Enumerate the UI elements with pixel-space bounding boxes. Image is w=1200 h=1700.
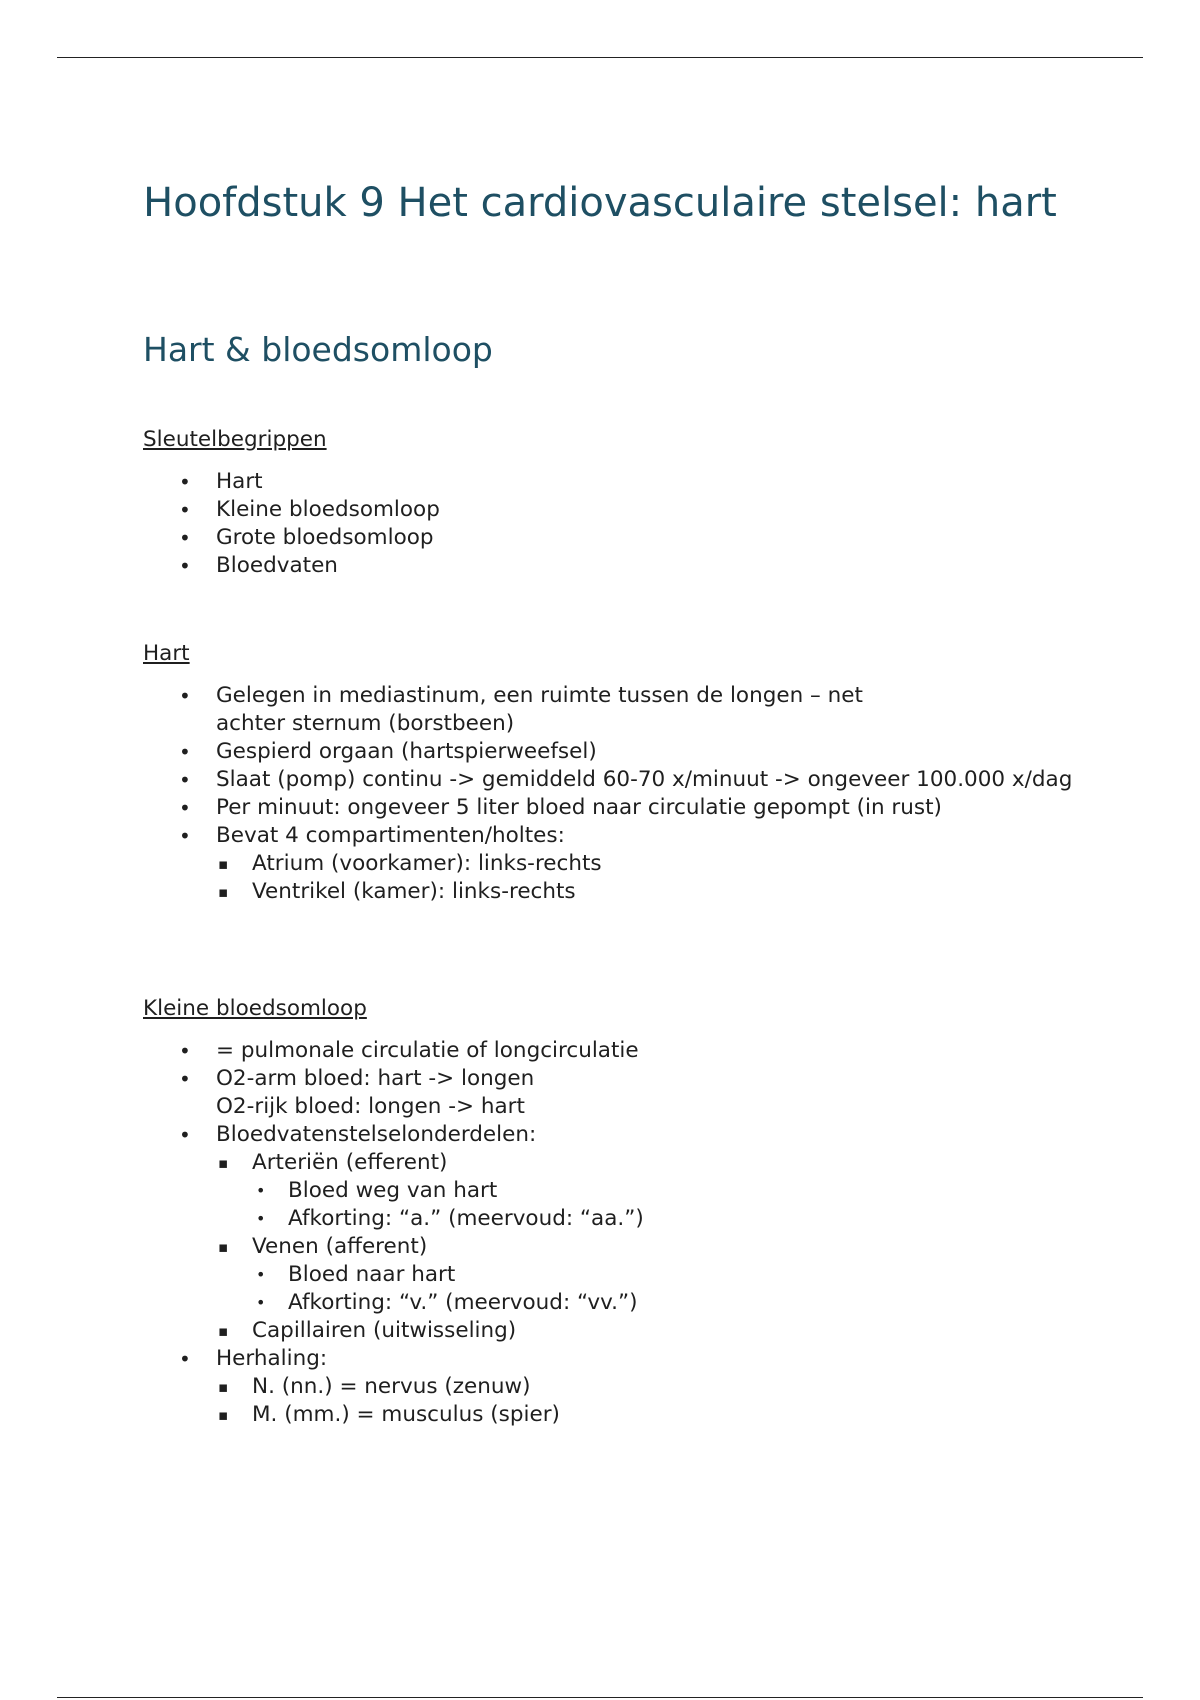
bullet-icon: • — [179, 796, 191, 820]
small-bullet-icon: • — [256, 1293, 266, 1312]
list-item: • Grote bloedsomloop — [179, 525, 434, 550]
arterien-list — [252, 1177, 1083, 1233]
hart-section — [143, 640, 1083, 906]
kleine-bloedsomloop-heading: Kleine bloedsomloop — [143, 996, 367, 1021]
footer-rule — [57, 1697, 1143, 1698]
bullet-icon: • — [179, 1347, 191, 1371]
section-heading: Hart & bloedsomloop — [143, 330, 493, 369]
list-item: • Herhaling: ▪ N. (nn.) = nervus (zenuw) ▪ M. (mm.) = musculus (spier) — [143, 1345, 1083, 1429]
list-item: ▪ Venen (afferent) • Bloed naar hart • Afkorting: “v.” (meervoud: “vv.”) — [216, 1233, 1083, 1317]
small-bullet-icon: • — [256, 1181, 266, 1200]
venen-list — [252, 1261, 1083, 1317]
bullet-icon: • — [179, 740, 191, 764]
square-bullet-icon: ▪ — [218, 1378, 229, 1396]
small-bullet-icon: • — [256, 1209, 266, 1228]
list-item: ▪ N. (nn.) = nervus (zenuw) — [218, 1374, 531, 1399]
list-item: ▪ Capillairen (uitwisseling) — [218, 1318, 517, 1343]
square-bullet-icon: ▪ — [218, 1154, 229, 1172]
bullet-icon: • — [179, 470, 191, 494]
sleutelbegrippen-list — [143, 468, 1083, 580]
list-item: • Bloedvaten — [179, 553, 338, 578]
compartments-list — [216, 850, 1083, 906]
list-item: • Hart — [179, 469, 263, 494]
square-bullet-icon: ▪ — [218, 1322, 229, 1340]
list-item: • Gespierd orgaan (hartspierweefsel) — [179, 739, 597, 764]
bullet-icon: • — [179, 684, 191, 708]
list-item: ▪ Ventrikel (kamer): links-rechts — [218, 879, 576, 904]
hart-heading: Hart — [143, 641, 190, 666]
sleutelbegrippen-section — [143, 426, 1083, 580]
bullet-icon: • — [179, 1039, 191, 1063]
page-title: Hoofdstuk 9 Het cardiovasculaire stelsel: hart — [143, 180, 1057, 226]
list-item: ▪ M. (mm.) = musculus (spier) — [218, 1402, 560, 1427]
list-item: • Slaat (pomp) continu -> gemiddeld 60-70 x/minuut -> ongeveer 100.000 x/dag — [179, 767, 1073, 792]
list-item: • Kleine bloedsomloop — [179, 497, 440, 522]
list-item: • Bloedvatenstelselonderdelen: ▪ Arteriën (efferent) • Bloed weg van hart • Afkorting: “a.” (meervoud: “aa.”) ▪ Venen (afferent) • Bloed naar hart • Afkorting: “v.” (meervoud: “vv.”) ▪ Capillairen (uitwisseling) — [143, 1121, 1083, 1345]
header-rule — [57, 57, 1143, 58]
list-item: • Afkorting: “v.” (meervoud: “vv.”) — [256, 1290, 638, 1315]
list-item: • Bloed naar hart — [256, 1262, 456, 1287]
list-item: • Afkorting: “a.” (meervoud: “aa.”) — [256, 1206, 644, 1231]
herhaling-list — [216, 1373, 1083, 1429]
list-item: ▪ Atrium (voorkamer): links-rechts — [218, 851, 602, 876]
list-item: • Per minuut: ongeveer 5 liter bloed naar circulatie gepompt (in rust) — [179, 795, 942, 820]
hart-list — [143, 682, 1083, 906]
bullet-icon: • — [179, 1067, 191, 1091]
bloedvaten-list — [216, 1149, 1083, 1345]
list-item: • O2-arm bloed: hart -> longen O2-rijk bloed: longen -> hart — [179, 1066, 535, 1119]
list-item: • Bevat 4 compartimenten/holtes: ▪ Atrium (voorkamer): links-rechts ▪ Ventrikel (kamer): links-rechts — [143, 822, 1083, 906]
list-item: • Bloed weg van hart — [256, 1178, 498, 1203]
list-item: ▪ Arteriën (efferent) • Bloed weg van hart • Afkorting: “a.” (meervoud: “aa.”) — [216, 1149, 1083, 1233]
bullet-icon: • — [179, 1123, 191, 1147]
small-bullet-icon: • — [256, 1265, 266, 1284]
square-bullet-icon: ▪ — [218, 1406, 229, 1424]
bullet-icon: • — [179, 526, 191, 550]
bullet-icon: • — [179, 824, 191, 848]
list-item: • = pulmonale circulatie of longcirculatie — [179, 1038, 639, 1063]
list-item: • Gelegen in mediastinum, een ruimte tussen de longen – net achter sternum (borstbeen) — [179, 683, 863, 736]
square-bullet-icon: ▪ — [218, 855, 229, 873]
square-bullet-icon: ▪ — [218, 1238, 229, 1256]
square-bullet-icon: ▪ — [218, 883, 229, 901]
kleine-bloedsomloop-section — [143, 995, 1083, 1429]
sleutelbegrippen-heading: Sleutelbegrippen — [143, 427, 327, 452]
bullet-icon: • — [179, 498, 191, 522]
kleine-bloedsomloop-list — [143, 1037, 1083, 1429]
bullet-icon: • — [179, 554, 191, 578]
bullet-icon: • — [179, 768, 191, 792]
